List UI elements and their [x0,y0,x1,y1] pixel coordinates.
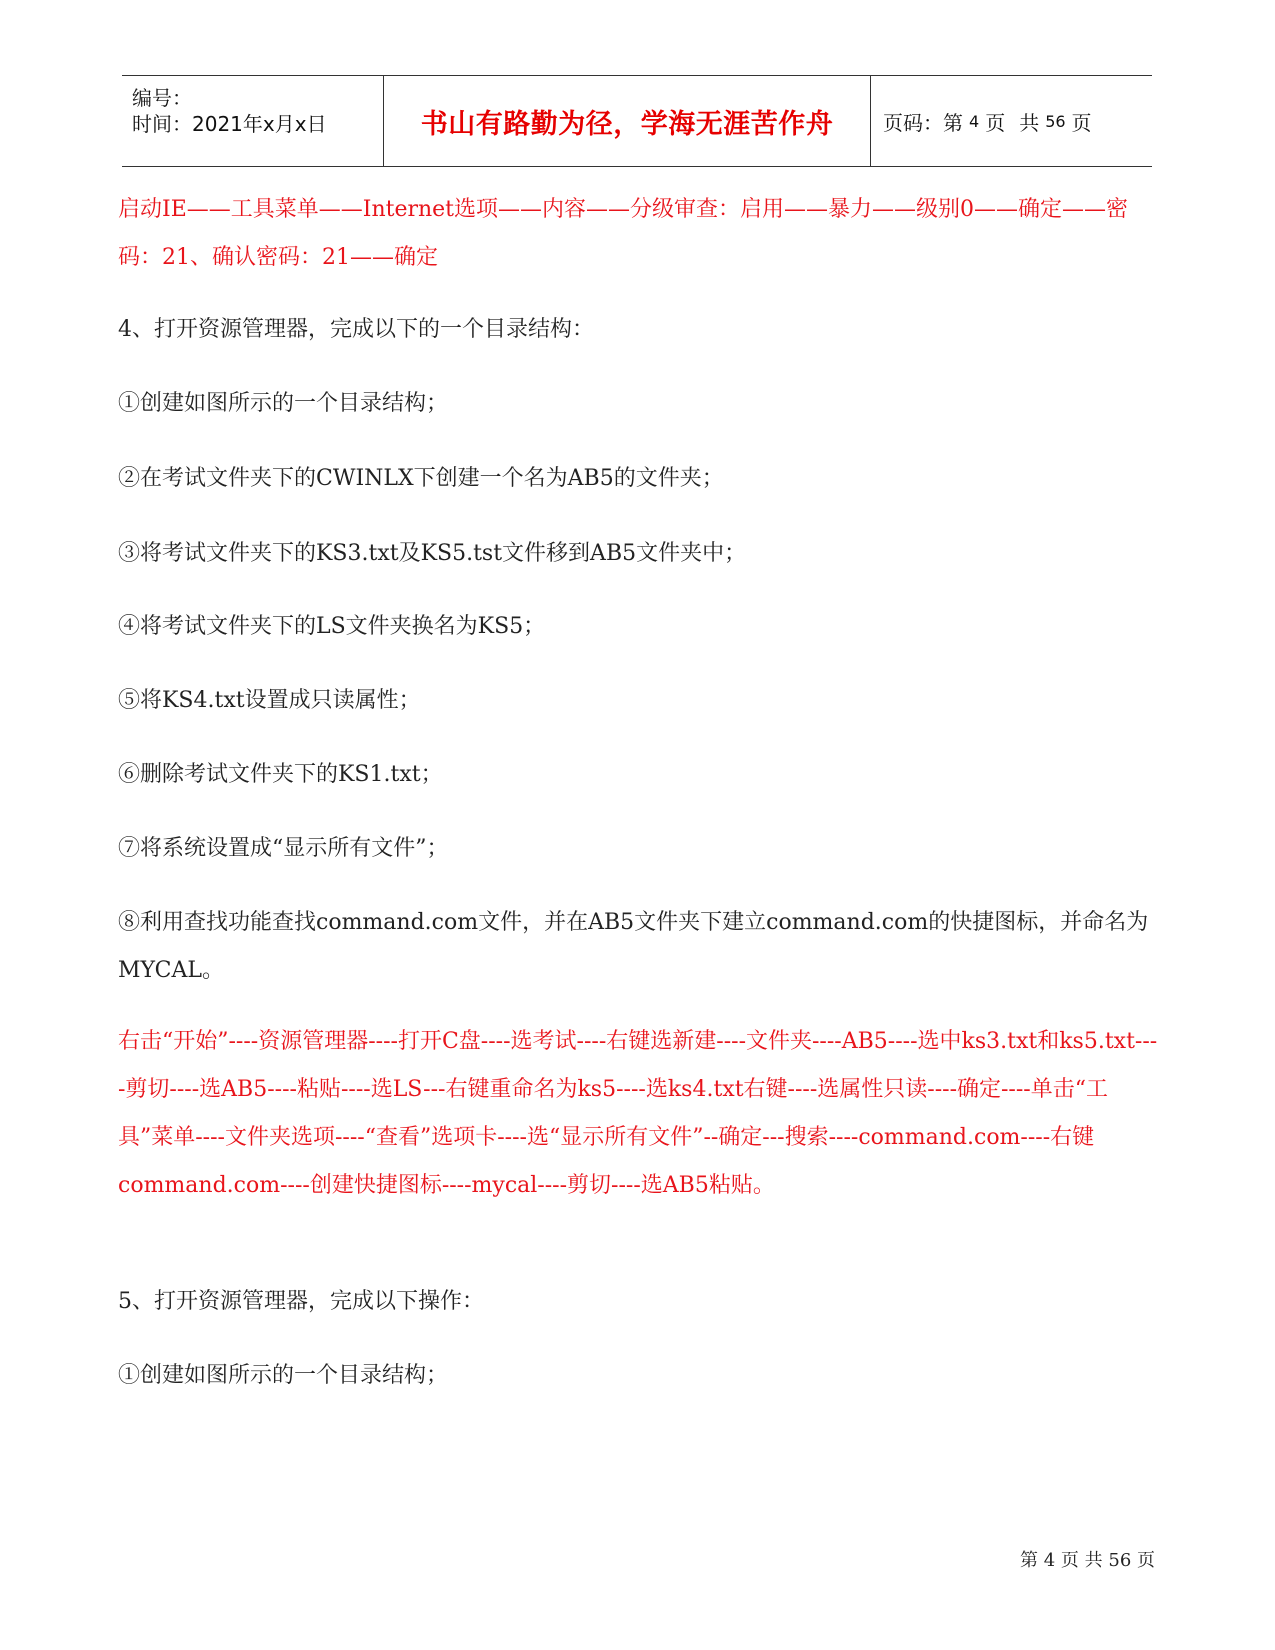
page-number: 4 [969,111,980,131]
question-4-step-2: ②在考试文件夹下的CWINLX下创建一个名为AB5的文件夹； [118,466,724,491]
total-prefix: 共 [1019,110,1040,135]
question-4-step-5: ⑤将KS4.txt设置成只读属性； [118,688,421,713]
question-4-step-8: ⑧利用查找功能查找command.com文件，并在AB5文件夹下建立command.com的快捷图标，并命名为MYCAL。 [118,910,1149,983]
header-info-cell [122,76,384,166]
motto-text: 书山有路勤为径，学海无涯苦作舟 [420,108,834,140]
total-suffix: 页 [1071,110,1092,135]
header-page-cell [871,76,1152,166]
answer-ie-content-advisor: 启动IE——工具菜单——Internet选项——内容——分级审查：启用——暴力——级别0——确定——密码：21、确认密码：21——确定 [118,197,1129,270]
document-header [122,75,1152,167]
page-mid: 页 [985,110,1006,135]
page-footer: 第 4 页 共 56 页 [1020,1550,1155,1571]
answer-question-4: 右击“开始”----资源管理器----打开C盘----选考试----右键选新建----文件夹----AB5----选中ks3.txt和ks5.txt----剪切----选AB5----粘贴----选LS---右键重命名为ks5----选ks4.txt右键----选属性只读----确定----单击“工具”菜单----文件夹选项----“查看”选项卡----选“显示所有文件”--确定---搜索----command.com----右键command.com----创建快捷图标----mycal----剪切----选AB5粘贴。 [118,1029,1158,1198]
header-motto-cell [384,76,871,166]
serial-number-label: 编号： [132,86,192,110]
question-4-title: 4、打开资源管理器，完成以下的一个目录结构： [118,317,594,342]
date-label: 时间：2021年x月x日 [132,112,327,136]
page-prefix: 页码：第 [883,110,963,135]
question-4-step-3: ③将考试文件夹下的KS3.txt及KS5.tst文件移到AB5文件夹中； [118,541,747,566]
total-pages: 56 [1045,111,1066,131]
question-5-step-1: ①创建如图所示的一个目录结构； [118,1363,449,1388]
question-5-title: 5、打开资源管理器，完成以下操作： [118,1289,484,1314]
question-4-step-4: ④将考试文件夹下的LS文件夹换名为KS5； [118,614,546,639]
question-4-step-1: ①创建如图所示的一个目录结构； [118,391,449,416]
question-4-step-6: ⑥删除考试文件夹下的KS1.txt； [118,762,443,787]
question-4-step-7: ⑦将系统设置成“显示所有文件”； [118,836,449,861]
